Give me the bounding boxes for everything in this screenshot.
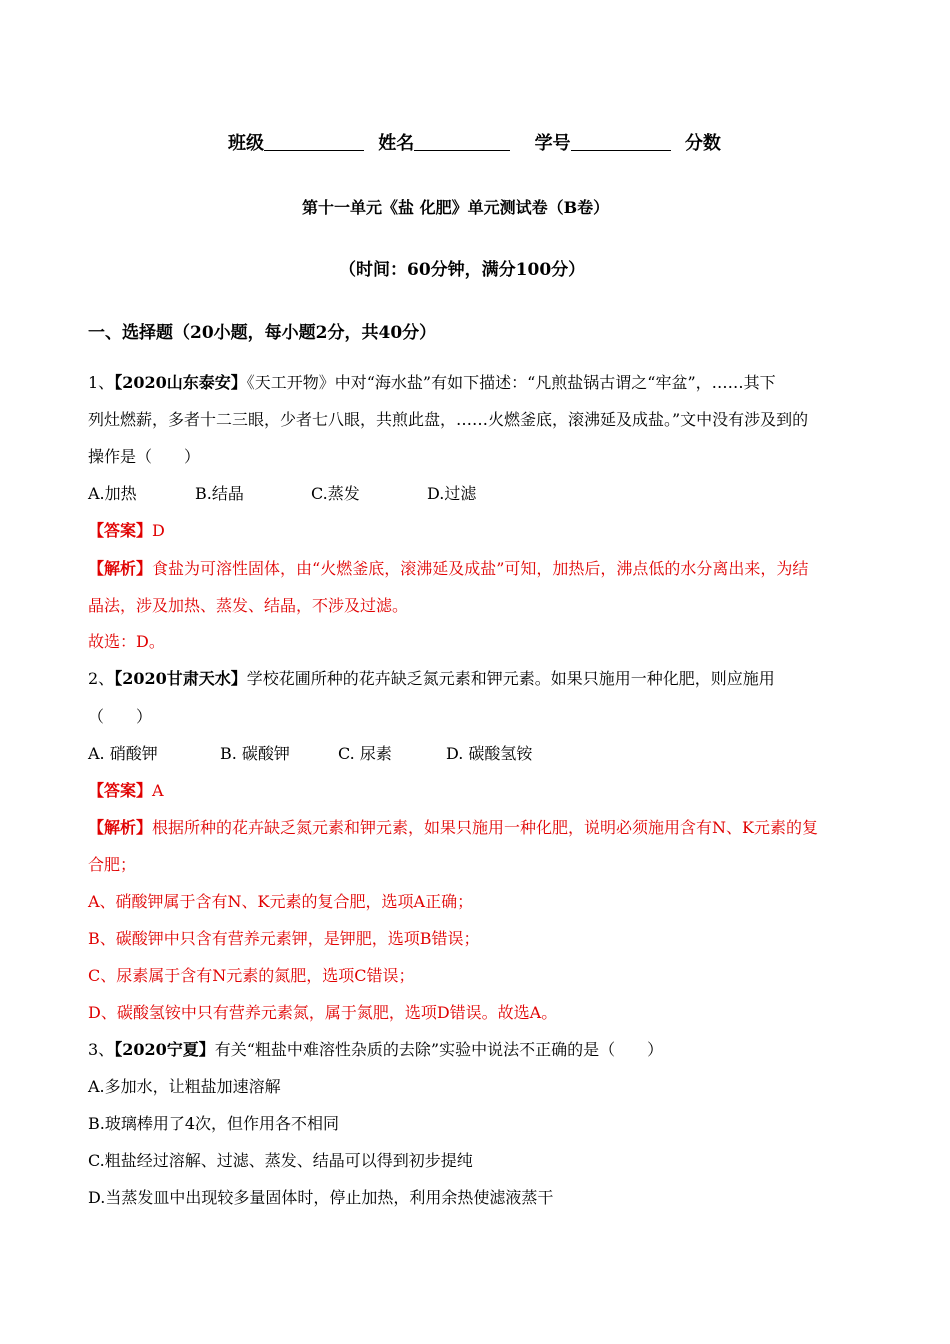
- question-3-option-a: A.多加水，让粗盐加速溶解: [88, 1077, 281, 1096]
- question-number: 1、: [88, 373, 115, 392]
- question-number: 3、: [88, 1040, 115, 1059]
- question-3-option-d: D.当蒸发皿中出现较多量固体时，停止加热，利用余热使滤液蒸干: [88, 1188, 554, 1207]
- answer-value: D: [152, 521, 165, 540]
- question-1-conclusion: 故选：D。: [88, 632, 165, 651]
- score-label: 分数: [684, 133, 721, 154]
- analysis-item-d: D、碳酸氢铵中只有营养元素氮，属于氮肥，选项D错误。故选A。: [88, 1003, 558, 1022]
- question-2-line-2: （ ）: [88, 707, 153, 726]
- id-label: 学号: [534, 133, 571, 154]
- question-1-line-1: [88, 373, 776, 393]
- option-d: D. 碳酸氢铵: [446, 744, 533, 763]
- question-1-line-2: 列灶燃薪，多者十二三眼，少者七八眼，共煎此盘，……火燃釜底，滚沸延及成盐。”文中没有涉及到的: [88, 410, 809, 429]
- question-1-analysis-line-2: 晶法，涉及加热、蒸发、结晶，不涉及过滤。: [88, 596, 409, 615]
- analysis-text: 根据所种的花卉缺乏氮元素和钾元素，如果只施用一种化肥，说明必须施用含有N、K元素的复: [152, 818, 818, 837]
- option-c: C. 尿素: [338, 744, 392, 763]
- page-title: 第十一单元《盐 化肥》单元测试卷（B卷）: [302, 198, 610, 217]
- question-2-answer: [88, 781, 164, 801]
- option-a: A.加热: [88, 484, 137, 503]
- question-stem: 有关“粗盐中难溶性杂质的去除”实验中说法不正确的是（ ）: [214, 1040, 664, 1059]
- section-heading: 一、选择题（20小题，每小题2分，共40分）: [88, 323, 437, 343]
- question-2-analysis: [88, 818, 818, 838]
- question-source: 【2020甘肃天水】: [114, 669, 247, 688]
- question-source: 【2020山东泰安】: [114, 373, 247, 392]
- option-c: C.蒸发: [311, 484, 360, 503]
- analysis-text: 食盐为可溶性固体，由“火燃釜底，滚沸延及成盐”可知，加热后，沸点低的水分离出来，为结: [152, 559, 809, 578]
- analysis-label: 【解析】: [88, 818, 153, 837]
- question-2-analysis-line-2: 合肥；: [88, 855, 137, 874]
- question-stem: 《天工开物》中对“海水盐”有如下描述：“凡煎盐锅古谓之“牢盆”，……其下: [246, 373, 776, 392]
- analysis-item-b: B、碳酸钾中只含有营养元素钾，是钾肥，选项B错误；: [88, 929, 480, 948]
- question-1-options: [88, 484, 476, 504]
- student-info-line: [228, 133, 721, 155]
- option-b: B.结晶: [195, 484, 244, 503]
- question-stem: 学校花圃所种的花卉缺乏氮元素和钾元素。如果只施用一种化肥，则应施用: [246, 669, 775, 688]
- question-1-analysis: [88, 559, 808, 579]
- question-3-option-c: C.粗盐经过溶解、过滤、蒸发、结晶可以得到初步提纯: [88, 1151, 473, 1170]
- time-info: （时间：60分钟，满分100分）: [339, 260, 586, 280]
- answer-label: 【答案】: [88, 521, 153, 540]
- class-label: 班级: [228, 133, 264, 154]
- name-blank: [414, 134, 510, 151]
- option-a: A. 硝酸钾: [88, 744, 158, 763]
- question-1-answer: [88, 521, 165, 541]
- question-number: 2、: [88, 669, 115, 688]
- analysis-item-c: C、尿素属于含有N元素的氮肥，选项C错误；: [88, 966, 415, 985]
- analysis-item-a: A、硝酸钾属于含有N、K元素的复合肥，选项A正确；: [88, 892, 474, 911]
- analysis-label: 【解析】: [88, 559, 153, 578]
- option-b: B. 碳酸钾: [220, 744, 290, 763]
- question-3-line-1: [88, 1040, 663, 1060]
- answer-label: 【答案】: [88, 781, 153, 800]
- question-source: 【2020宁夏】: [114, 1040, 215, 1059]
- question-2-line-1: [88, 669, 775, 689]
- question-2-options: [88, 744, 532, 764]
- question-3-option-b: B.玻璃棒用了4次，但作用各不相同: [88, 1114, 340, 1133]
- id-blank: [571, 134, 671, 151]
- answer-value: A: [152, 781, 164, 800]
- class-blank: [264, 134, 364, 151]
- option-d: D.过滤: [427, 484, 477, 503]
- question-1-line-3: 操作是（ ）: [88, 447, 201, 466]
- name-label: 姓名: [378, 133, 415, 154]
